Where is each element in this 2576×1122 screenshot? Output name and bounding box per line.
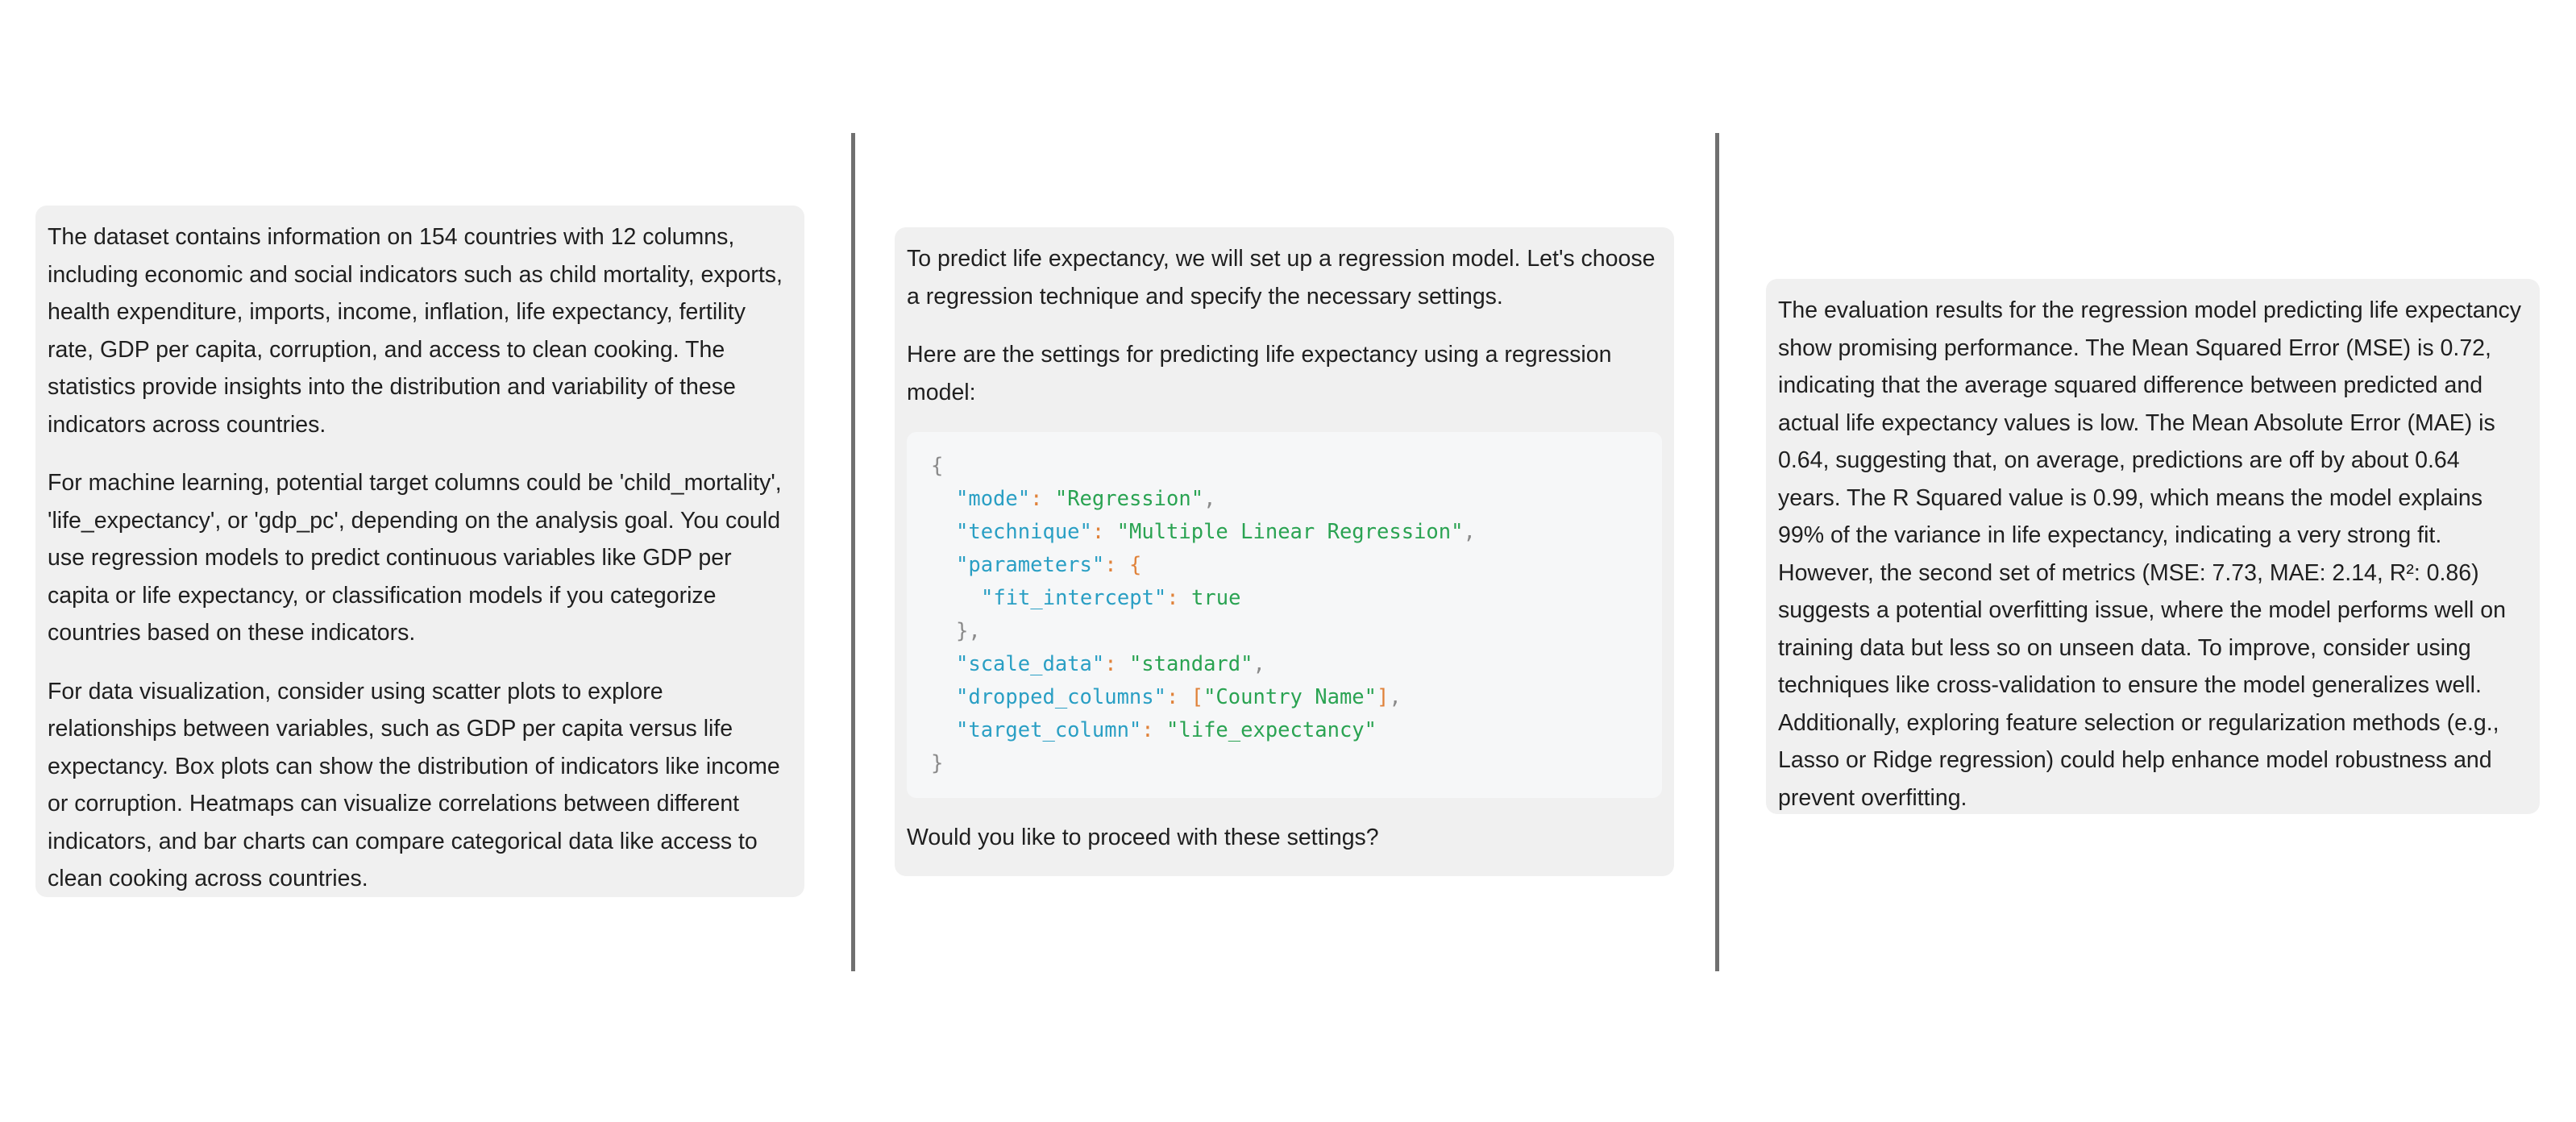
message-card-regression-settings bbox=[895, 227, 1674, 876]
code-key: "scale_data" bbox=[956, 652, 1105, 676]
code-value: true bbox=[1191, 586, 1241, 610]
code-key: "parameters" bbox=[956, 553, 1105, 577]
code-key: "fit_intercept" bbox=[981, 586, 1167, 610]
message-paragraph: The evaluation results for the regression model predicting life expectancy show promising performance. The Mean Squared Error (MSE) is 0.72, indicating that the average squared difference between predicted and actual life expectancy values is low. The Mean Absolute Error (MAE) is 0.64, suggesting that, on average, predictions are off by about 0.64 years. The R Squared value is 0.99, which means the model explains 99% of the variance in life expectancy, indicating a very strong fit. bbox=[1778, 297, 2521, 548]
code-value: "Regression" bbox=[1054, 487, 1204, 511]
code-value: "life_expectancy" bbox=[1166, 718, 1377, 742]
message-paragraph: For machine learning, potential target columns could be 'child_mortality', 'life_expectancy', or 'gdp_pc', depending on the analysis goal. You could use regression models to predict continuous variables like GDP per capita or life expectancy, or classification models if you categorize countries based on these indicators. bbox=[48, 470, 782, 646]
code-close-brace: } bbox=[931, 751, 944, 775]
message-paragraph: To predict life expectancy, we will set up a regression model. Let's choose a regression technique and specify the necessary settings. bbox=[907, 246, 1656, 310]
settings-heading: Here are the settings for predicting life expectancy using a regression model: bbox=[907, 342, 1612, 405]
code-key: "target_column" bbox=[956, 718, 1142, 742]
code-key: "dropped_columns" bbox=[956, 685, 1166, 709]
message-paragraph: However, the second set of metrics (MSE: 7.73, MAE: 2.14, R²: 0.86) suggests a potential overfitting issue, where the model performs well on training data but less so on unseen data. To improve, consider using techniques like cross-validation to ensure the model generalizes well. Additionally, exploring feature selection or regularization methods (e.g., Lasso or Ridge regression) could help enhance model robustness and prevent overfitting. bbox=[1778, 559, 2506, 811]
code-line-fit-intercept: "fit_intercept": true bbox=[981, 586, 1241, 610]
code-value: "Multiple Linear Regression" bbox=[1116, 520, 1464, 544]
code-value: "Country Name" bbox=[1203, 685, 1377, 709]
message-paragraph: Would you like to proceed with these settings? bbox=[907, 825, 1379, 850]
panel-divider bbox=[1715, 133, 1719, 971]
message-paragraph: For data visualization, consider using scatter plots to explore relationships between variables, such as GDP per capita versus life expectancy. Box plots can show the distribution of indicators like income or corruption. Heatmaps can visualize correlations between different indicators, and bar charts can compare categorical data like access to clean cooking across countries. bbox=[48, 678, 780, 891]
message-card-dataset-summary bbox=[35, 206, 804, 897]
message-paragraph: The dataset contains information on 154 countries with 12 columns, including economic and social indicators such as child mortality, exports, health expenditure, imports, income, inflation, life expectancy, fertility rate, GDP per capita, corruption, and access to clean cooking. The statistics provide insights into the distribution and variability of these indicators across countries. bbox=[48, 224, 783, 438]
code-key: "mode" bbox=[956, 487, 1031, 511]
code-value: "standard" bbox=[1128, 652, 1253, 676]
code-open-brace: { bbox=[931, 454, 944, 478]
code-line-target-column: "target_column": "life_expectancy" bbox=[956, 718, 1377, 742]
message-card-evaluation-results bbox=[1766, 279, 2540, 814]
code-line-scale-data: "scale_data": "standard", bbox=[956, 652, 1265, 676]
code-line-mode: "mode": "Regression", bbox=[956, 487, 1216, 511]
code-line-parameters: "parameters": { bbox=[956, 553, 1142, 577]
code-line-dropped-columns: "dropped_columns": ["Country Name"], bbox=[956, 685, 1402, 709]
panel-divider bbox=[851, 133, 855, 971]
settings-code-block bbox=[907, 432, 1662, 798]
code-line-parameters-close: }, bbox=[956, 619, 981, 643]
code-line-technique: "technique": "Multiple Linear Regression", bbox=[956, 520, 1476, 544]
code-key: "technique" bbox=[956, 520, 1092, 544]
